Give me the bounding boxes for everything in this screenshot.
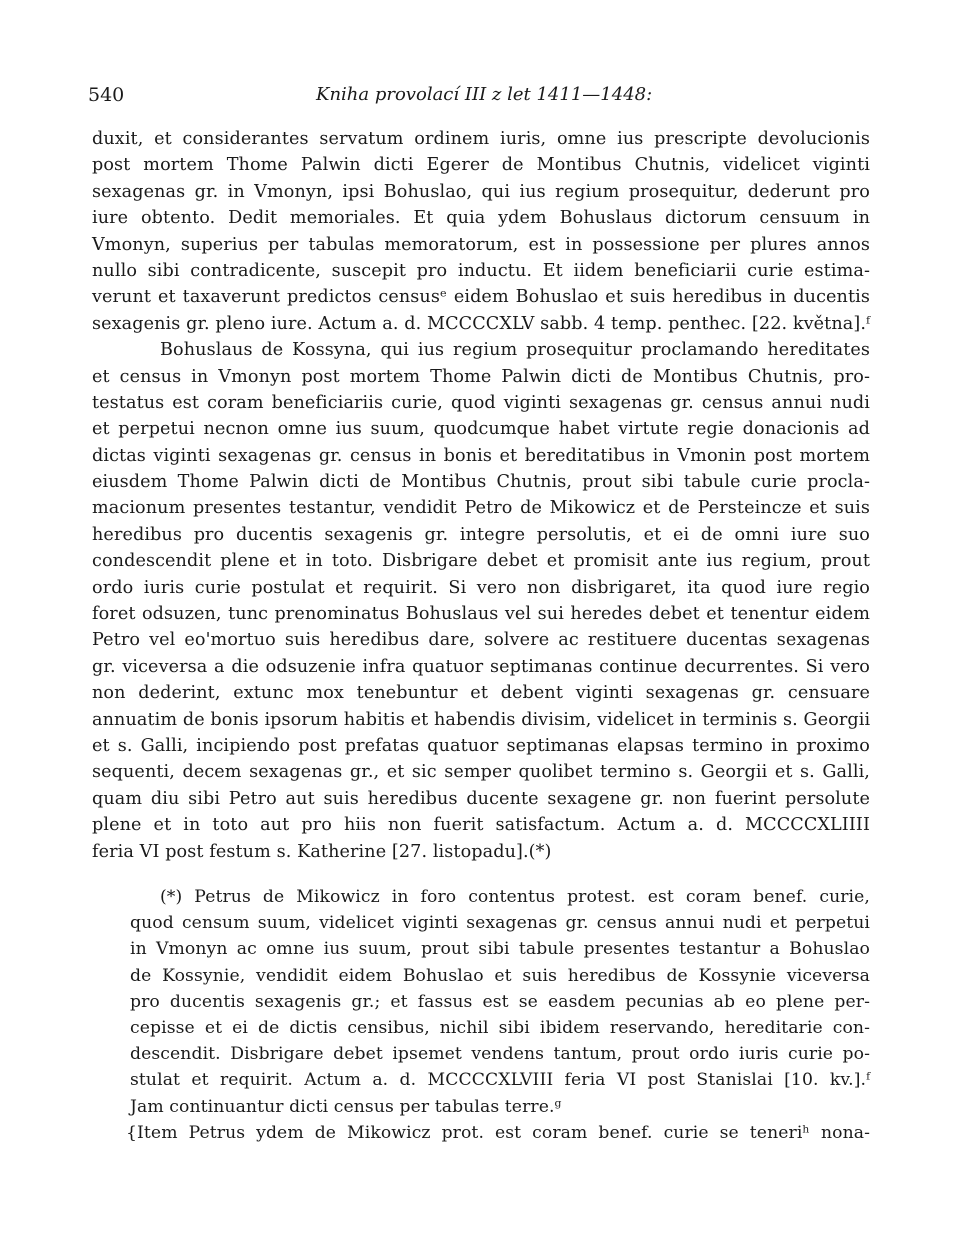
running-title: Kniha provolací III z let 1411—1448:	[316, 84, 653, 105]
main-text	[92, 126, 870, 865]
note-line: stulat et requirit. Actum a. d. MCCCCXLVIII feria VI post Stanislai [10. kv.].ᶠ	[130, 1070, 870, 1091]
text-line: annuatim de bonis ipsorum habitis et habendis divisim, videlicet in terminis s. Georgii	[92, 709, 871, 730]
note-line: pro ducentis sexagenis gr.; et fassus est se easdem pecunias ab eo plene per-	[130, 991, 870, 1012]
text-line: non dederint, extunc mox tenebuntur et debent viginti sexagenas gr. censuare	[92, 683, 870, 704]
text-line: gr. viceversa a die odsuzenie infra quatuor septimanas continue decurrentes. Si vero	[92, 656, 870, 677]
text-line: dictas viginti sexagenas gr. census in bonis et bereditatibus in Vmonin post mortem	[92, 445, 870, 466]
text-line: verunt et taxaverunt predictos censusᵉ eidem Bohuslao et suis heredibus in ducentis	[92, 287, 870, 308]
page-number: 540	[88, 84, 125, 106]
text-line: quam diu sibi Petro aut suis heredibus ducente sexagene gr. non fuerint persolute	[92, 788, 870, 809]
text-line: post mortem Thome Palwin dicti Egerer de Montibus Chutnis, videlicet viginti	[92, 155, 870, 176]
footnote-block	[126, 884, 870, 1146]
running-header	[88, 84, 872, 114]
text-line: nullo sibi contradicente, suscepit pro inductu. Et iidem beneficiarii curie estima-	[92, 260, 870, 281]
text-line: plene et in toto aut pro hiis non fuerit satisfactum. Actum a. d. MCCCCXLIIII	[92, 815, 870, 836]
note-line: cepisse et ei de dictis censibus, nichil sibi ibidem reservando, hereditarie con-	[130, 1017, 870, 1038]
paragraph-start-line: Bohuslaus de Kossyna, qui ius regium prosequitur proclamando hereditates	[160, 340, 870, 361]
note-line: quod censum suum, videlicet viginti sexagenas gr. census annui nudi et perpetui	[130, 913, 870, 934]
text-line: foret odsuzen, tunc prenominatus Bohuslaus vel sui heredes debet et tenentur eidem	[92, 604, 870, 625]
text-line: testatus est coram beneficiariis curie, quod viginti sexagenas gr. census annui nudi	[92, 392, 870, 413]
text-line: sexagenas gr. in Vmonyn, ipsi Bohuslao, qui ius regium prosequitur, dederunt pro	[92, 181, 870, 202]
text-line: eiusdem Thome Palwin dicti de Montibus Chutnis, prout sibi tabule curie procla-	[92, 472, 870, 493]
text-line: feria VI post festum s. Katherine [27. listopadu].(*)	[92, 841, 552, 862]
text-line: Vmonyn, superius per tabulas memoratorum, est in possessione per plures annos	[92, 234, 870, 255]
note-line: (*) Petrus de Mikowicz in foro contentus protest. est coram benef. curie,	[160, 887, 870, 907]
text-line: condescendit plene et in toto. Disbrigare debet et promisit ante ius regium, prout	[92, 551, 870, 572]
text-line: macionum presentes testantur, vendidit Petro de Mikowicz et de Persteincze et suis	[92, 498, 870, 519]
text-line: et perpetui necnon omne ius suum, quodcumque habet virtute regie donacionis ad	[92, 419, 870, 440]
note-line: de Kossynie, vendidit eidem Bohuslao et suis heredibus de Kossynie viceversa	[130, 965, 870, 986]
text-line: sequenti, decem sexagenas gr., et sic semper quolibet termino s. Georgii et s. Galli,	[92, 762, 870, 783]
text-line: et s. Galli, incipiendo post prefatas quatuor septimanas elapsas termino in proximo	[92, 735, 870, 756]
text-line: Petro vel eo'mortuo suis heredibus dare, solvere ac restituere ducentas sexagenas	[92, 630, 870, 651]
text-line: ordo iuris curie postulat et requirit. Si vero non disbrigaret, ita quod iure regio	[92, 577, 870, 598]
text-line: sexagenis gr. pleno iure. Actum a. d. MCCCCXLV sabb. 4 temp. penthec. [22. května].ᶠ	[92, 313, 871, 334]
note-line: {Item Petrus ydem de Mikowicz prot. est coram benef. curie se teneriʰ nona-	[126, 1122, 870, 1143]
text-line: duxit, et considerantes servatum ordinem iuris, omne ius prescripte devolucionis	[92, 129, 870, 149]
note-line: descendit. Disbrigare debet ipsemet vendens tantum, prout ordo iuris curie po-	[130, 1044, 870, 1065]
text-line: iure obtento. Dedit memoriales. Et quia ydem Bohuslaus dictorum censuum in	[92, 208, 870, 229]
note-line: Jam continuantur dicti census per tabulas terre.ᵍ	[130, 1096, 562, 1117]
note-line: in Vmonyn ac omne ius suum, prout sibi tabule presentes testantur a Bohuslao	[130, 939, 870, 960]
text-line: et census in Vmonyn post mortem Thome Palwin dicti de Montibus Chutnis, pro-	[92, 366, 870, 387]
text-line: heredibus pro ducentis sexagenis gr. integre persolutis, et ei de omni iure suo	[92, 524, 870, 545]
